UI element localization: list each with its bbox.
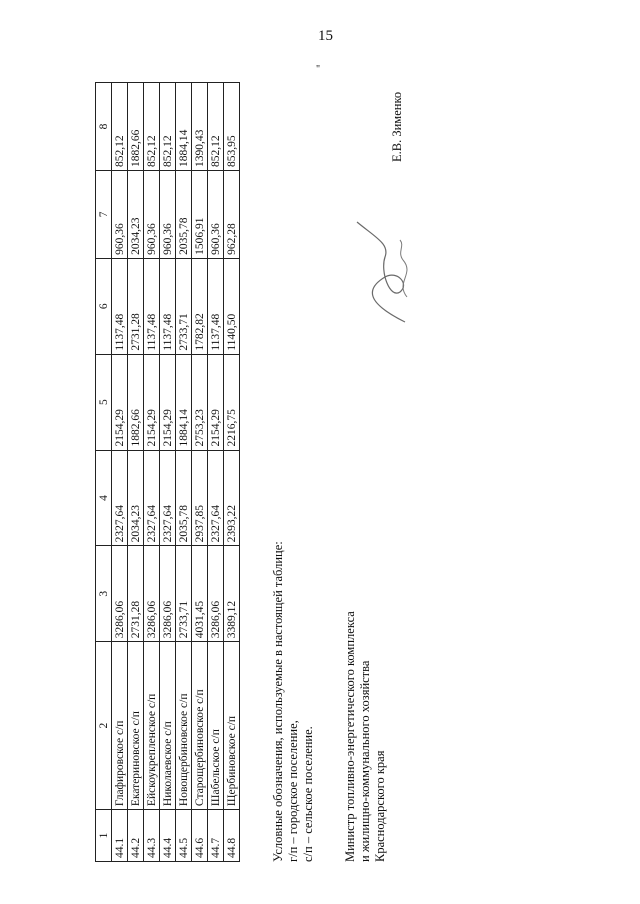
- settlement-name: Шабельское с/п: [208, 642, 224, 810]
- table-header-cell: 1: [96, 810, 112, 862]
- value-cell: 852,12: [208, 83, 224, 171]
- signatory-title: [343, 611, 388, 862]
- value-cell: 962,28: [224, 170, 240, 258]
- value-cell: 3286,06: [144, 546, 160, 642]
- signatory-title-line: Министр топливно-энергетического комплекса: [343, 611, 357, 862]
- value-cell: 1884,14: [176, 354, 192, 450]
- row-number: 44.6: [192, 810, 208, 862]
- table-header-cell: 6: [96, 258, 112, 354]
- value-cell: 2034,23: [128, 450, 144, 546]
- settlement-name: Николаевское с/п: [160, 642, 176, 810]
- value-cell: 2154,29: [160, 354, 176, 450]
- table-header-row: [96, 83, 112, 862]
- value-cell: 2733,71: [176, 258, 192, 354]
- row-number: 44.4: [160, 810, 176, 862]
- notes-line: с/п – сельское поселение.: [301, 726, 315, 862]
- value-cell: 3286,06: [160, 546, 176, 642]
- value-cell: 1137,48: [112, 258, 128, 354]
- table-row: [208, 83, 224, 862]
- settlement-name: Старощербиновское с/п: [192, 642, 208, 810]
- value-cell: 2327,64: [208, 450, 224, 546]
- value-cell: 960,36: [208, 170, 224, 258]
- value-cell: 852,12: [160, 83, 176, 171]
- value-cell: 2731,28: [128, 546, 144, 642]
- value-cell: 3389,12: [224, 546, 240, 642]
- value-cell: 960,36: [144, 170, 160, 258]
- signatory-title-line: Краснодарского края: [373, 750, 387, 862]
- page-number: 15: [318, 28, 333, 44]
- row-number: 44.3: [144, 810, 160, 862]
- table-row: [128, 83, 144, 862]
- row-number: 44.1: [112, 810, 128, 862]
- value-cell: 1884,14: [176, 83, 192, 171]
- value-cell: 1882,66: [128, 354, 144, 450]
- value-cell: 2327,64: [144, 450, 160, 546]
- legend-notes: [271, 541, 316, 862]
- settlement-name: Ейскоукрепленское с/п: [144, 642, 160, 810]
- table-header-cell: 2: [96, 642, 112, 810]
- table-row: [160, 83, 176, 862]
- value-cell: 3286,06: [208, 546, 224, 642]
- row-number: 44.2: [128, 810, 144, 862]
- value-cell: 2154,29: [112, 354, 128, 450]
- value-cell: 2154,29: [144, 354, 160, 450]
- value-cell: 960,36: [160, 170, 176, 258]
- table-row: [144, 83, 160, 862]
- value-cell: 4031,45: [192, 546, 208, 642]
- notes-heading: Условные обозначения, используемые в настоящей таблице:: [271, 541, 285, 862]
- settlement-name: Новощербиновское с/п: [176, 642, 192, 810]
- row-number: 44.5: [176, 810, 192, 862]
- table-header-cell: 3: [96, 546, 112, 642]
- table-header-cell: 7: [96, 170, 112, 258]
- value-cell: 852,12: [144, 83, 160, 171]
- value-cell: 1137,48: [208, 258, 224, 354]
- table-row: [112, 83, 128, 862]
- value-cell: 2393,22: [224, 450, 240, 546]
- value-cell: 853,95: [224, 83, 240, 171]
- handwritten-signature: [345, 212, 425, 332]
- value-cell: 2154,29: [208, 354, 224, 450]
- signer-name: Е.В. Зименко: [390, 91, 404, 162]
- value-cell: 2733,71: [176, 546, 192, 642]
- value-cell: 2216,75: [224, 354, 240, 450]
- table-header-cell: 8: [96, 83, 112, 171]
- rotated-content: [95, 82, 404, 862]
- row-number: 44.7: [208, 810, 224, 862]
- row-number: 44.8: [224, 810, 240, 862]
- value-cell: 1506,91: [192, 170, 208, 258]
- settlement-name: Екатериновское с/п: [128, 642, 144, 810]
- value-cell: 1137,48: [160, 258, 176, 354]
- signatory-title-line: и жилищно-коммунального хозяйства: [358, 660, 372, 862]
- value-cell: 3286,06: [112, 546, 128, 642]
- value-cell: 1390,43: [192, 83, 208, 171]
- value-cell: 1782,82: [192, 258, 208, 354]
- table-row: [224, 83, 240, 862]
- value-cell: 2731,28: [128, 258, 144, 354]
- value-cell: 2035,78: [176, 170, 192, 258]
- table-header-cell: 5: [96, 354, 112, 450]
- value-cell: 2327,64: [160, 450, 176, 546]
- value-cell: 2753,23: [192, 354, 208, 450]
- settlement-name: Глафировское с/п: [112, 642, 128, 810]
- value-cell: 2327,64: [112, 450, 128, 546]
- settlement-name: Щербиновское с/п: [224, 642, 240, 810]
- value-cell: 2035,78: [176, 450, 192, 546]
- table-row: [192, 83, 208, 862]
- value-cell: 2034,23: [128, 170, 144, 258]
- value-cell: 960,36: [112, 170, 128, 258]
- table-row: [176, 83, 192, 862]
- notes-line: г/п – городское поселение,: [286, 720, 300, 862]
- tariff-table: [95, 82, 240, 862]
- value-cell: 1882,66: [128, 83, 144, 171]
- value-cell: 1140,50: [224, 258, 240, 354]
- value-cell: 1137,48: [144, 258, 160, 354]
- table-header-cell: 4: [96, 450, 112, 546]
- value-cell: 852,12: [112, 83, 128, 171]
- stray-mark: ": [316, 64, 321, 75]
- value-cell: 2937,85: [192, 450, 208, 546]
